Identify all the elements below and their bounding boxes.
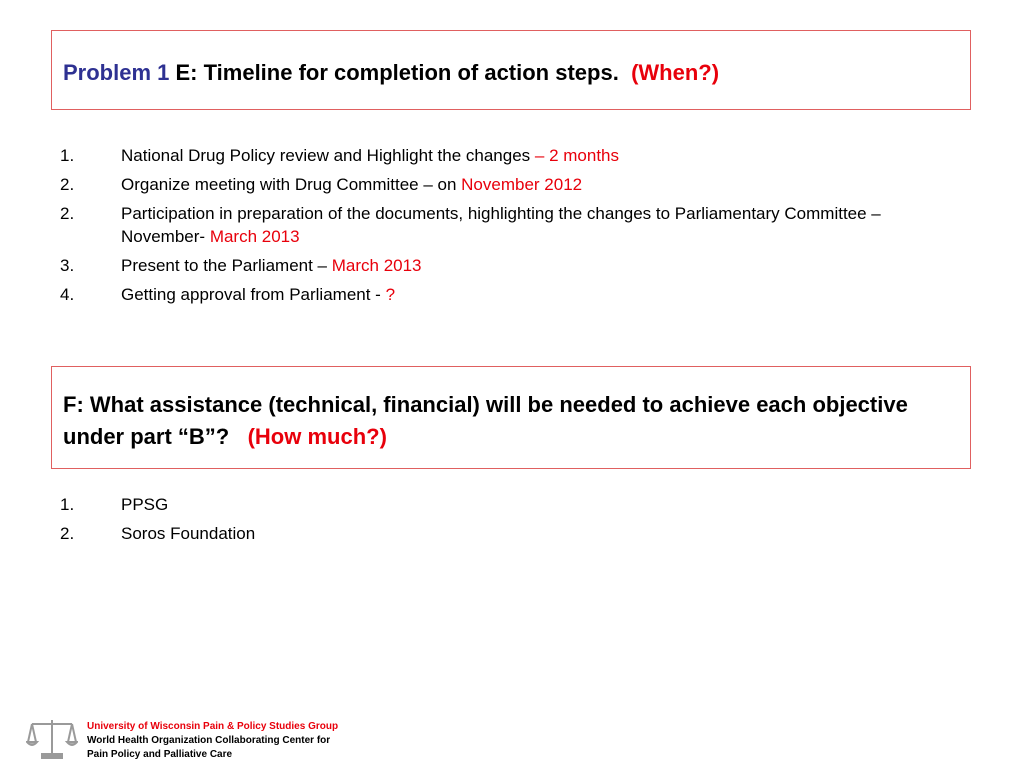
list-item-number: 2. [60, 204, 75, 223]
list-item-text: National Drug Policy review and Highlight the changes [121, 146, 535, 165]
list-item-text: PPSG [121, 495, 169, 514]
assistance-heading [63, 389, 950, 453]
problem-label: Problem 1 [63, 60, 170, 85]
footer-text [87, 720, 338, 762]
timeline-heading-box [51, 30, 971, 110]
assistance-heading-box [51, 366, 971, 469]
list-item-highlight: – 2 months [534, 146, 620, 165]
list-item-highlight: March 2013 [331, 256, 422, 275]
scales-of-justice-icon [26, 716, 78, 760]
timeline-action-list [60, 144, 940, 312]
list-item [60, 254, 940, 277]
list-item-text: Organize meeting with Drug Committee – on [121, 175, 462, 194]
list-item [60, 522, 940, 545]
footer-org-name: University of Wisconsin Pain & Policy Studies Group [87, 721, 339, 732]
list-item-highlight: March 2013 [209, 227, 300, 246]
list-item-text: Getting approval from Parliament - [121, 285, 386, 304]
when-label: (When?) [631, 60, 720, 85]
timeline-heading-text: E: Timeline for completion of action steps. [175, 60, 619, 85]
list-item-text: Participation in preparation of the documents, highlighting the changes to Parliamentary Committee – November- [121, 204, 881, 246]
list-item-highlight: November 2012 [461, 175, 583, 194]
how-much-label: (How much?) [247, 424, 387, 449]
list-item-number: 1. [60, 495, 75, 514]
list-item-text: Soros Foundation [121, 524, 256, 543]
list-item-number: 3. [60, 256, 75, 275]
footer-who-line: World Health Organization Collaborating Center for [87, 735, 331, 746]
footer [26, 716, 426, 762]
list-item [60, 144, 940, 167]
list-item [60, 283, 940, 306]
list-item-number: 4. [60, 285, 75, 304]
list-item [60, 173, 940, 196]
list-item-number: 1. [60, 146, 75, 165]
list-item-text: Present to the Parliament – [121, 256, 332, 275]
list-item-highlight: ? [385, 285, 396, 304]
list-item-number: 2. [60, 524, 75, 543]
list-item [60, 493, 940, 516]
timeline-heading [63, 57, 950, 89]
assistance-list [60, 493, 940, 551]
list-item-number: 2. [60, 175, 75, 194]
list-item [60, 202, 940, 248]
assistance-heading-text: F: What assistance (technical, financial) will be needed to achieve each objective under part “B”? [63, 392, 908, 449]
footer-center-line: Pain Policy and Palliative Care [87, 749, 233, 760]
